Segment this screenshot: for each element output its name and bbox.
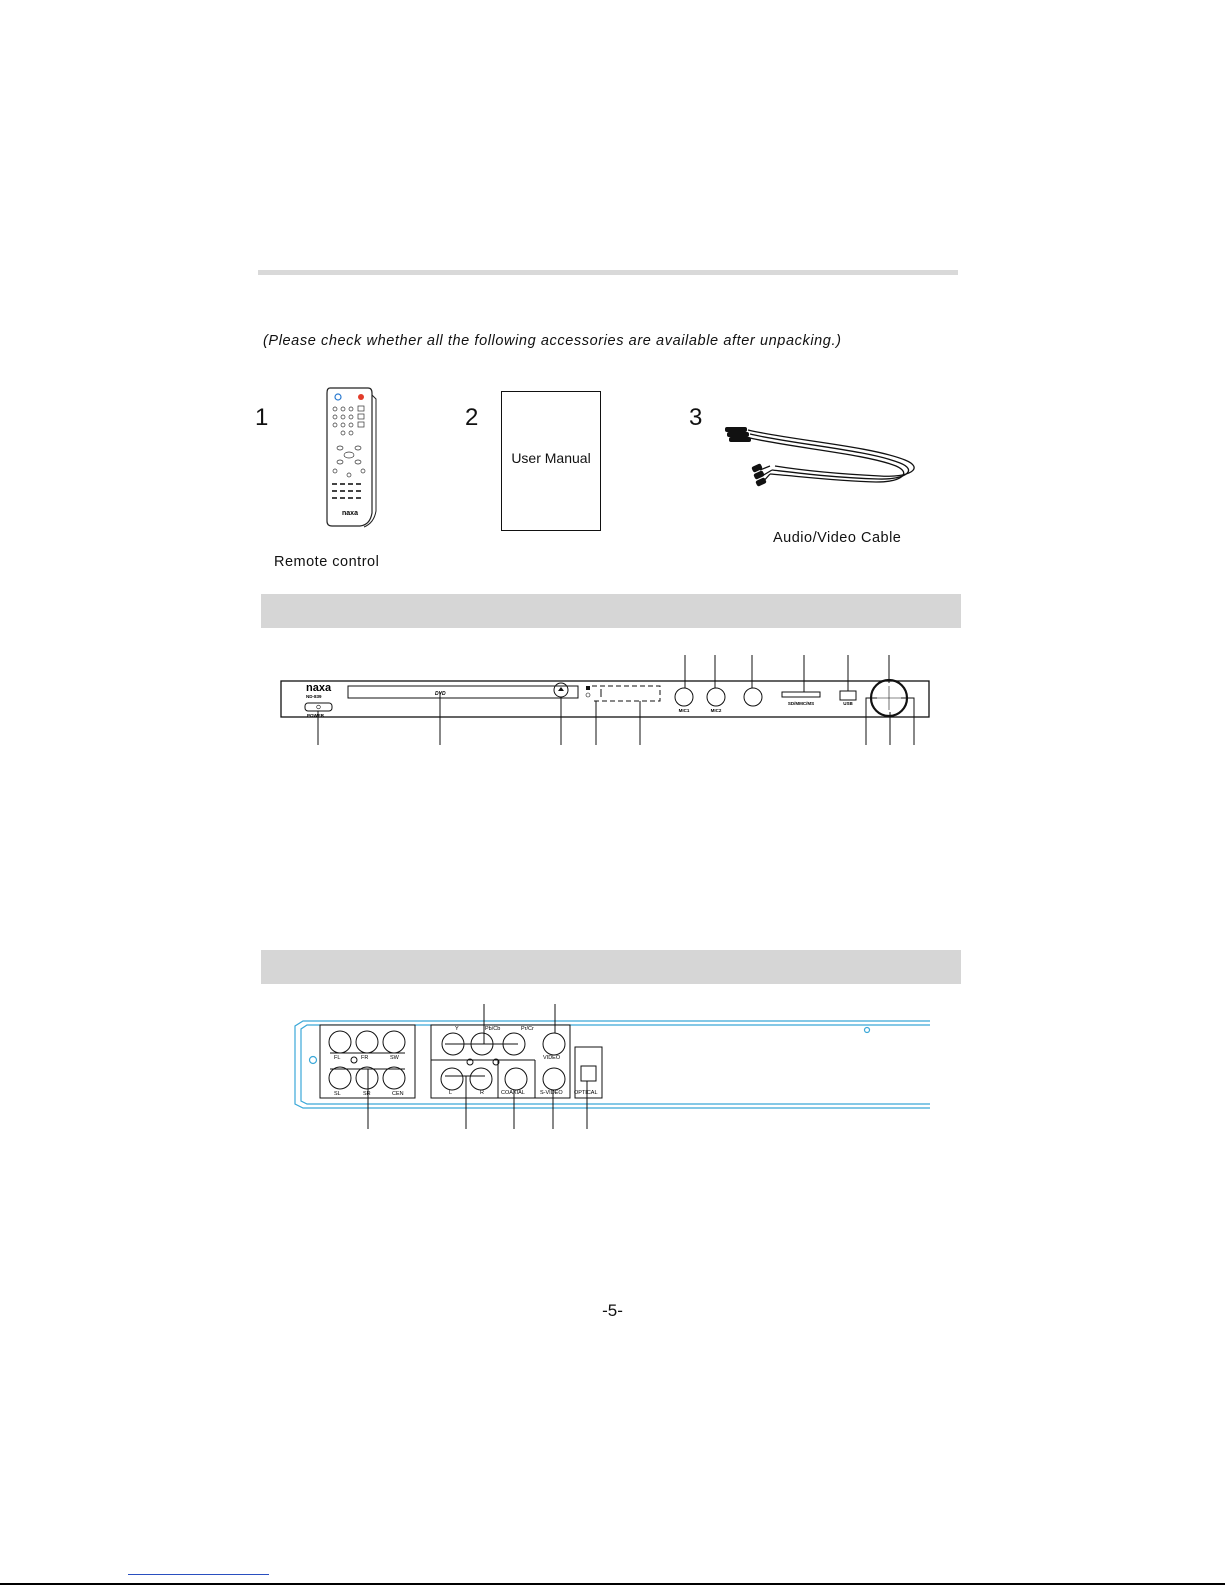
label-sr: SR xyxy=(363,1091,371,1097)
accessory-number-1: 1 xyxy=(255,404,269,431)
rear-panel-diagram xyxy=(290,1004,930,1134)
footer-link-underline xyxy=(128,1574,269,1575)
accessories-intro: (Please check whether all the following accessories are available after unpacking.) xyxy=(263,333,842,349)
power-label: POWER xyxy=(307,713,325,718)
label-audio-l: L xyxy=(449,1090,453,1096)
user-manual-title: User Manual xyxy=(511,450,591,466)
top-rule xyxy=(258,270,958,275)
label-optical: OPTICAL xyxy=(574,1090,598,1096)
label-y: Y xyxy=(455,1026,459,1032)
accessory-number-2: 2 xyxy=(465,404,479,431)
accessory-label-3: Audio/Video Cable xyxy=(773,530,902,546)
label-fr: FR xyxy=(361,1055,369,1061)
mic1-label: MIC1 xyxy=(678,708,690,713)
label-pr-cr: Pr/Cr xyxy=(521,1026,534,1032)
label-coaxial: COAXIAL xyxy=(501,1090,525,1096)
usb-label: USB xyxy=(843,701,853,706)
label-cen: CEN xyxy=(392,1091,404,1097)
remote-control-illustration xyxy=(320,385,380,530)
label-sw: SW xyxy=(390,1055,399,1061)
mic2-label: MIC2 xyxy=(710,708,722,713)
label-svideo: S-VIDEO xyxy=(540,1090,563,1096)
accessory-number-3: 3 xyxy=(689,404,703,431)
front-panel-section-header xyxy=(261,594,961,628)
front-brand-logo: naxa xyxy=(306,682,332,694)
label-pb-cb: Pb/Cb xyxy=(485,1026,501,1032)
remote-brand-text: naxa xyxy=(342,510,358,517)
label-fl: FL xyxy=(334,1055,341,1061)
card-slot-label: SD/MMC/MS xyxy=(787,701,815,706)
label-audio-r: R xyxy=(480,1090,484,1096)
accessory-label-1: Remote control xyxy=(274,554,380,570)
rear-panel-section-header xyxy=(261,950,961,984)
front-panel-diagram xyxy=(270,655,960,755)
user-manual-illustration xyxy=(501,391,601,531)
display-indicator xyxy=(586,686,590,690)
label-video: VIDEO xyxy=(543,1055,561,1061)
page-number: -5- xyxy=(602,1301,623,1320)
front-model-label: ND-839 xyxy=(306,694,322,699)
tray-label: DVD xyxy=(435,691,446,697)
label-sl: SL xyxy=(334,1091,341,1097)
av-cable-illustration xyxy=(720,418,930,493)
